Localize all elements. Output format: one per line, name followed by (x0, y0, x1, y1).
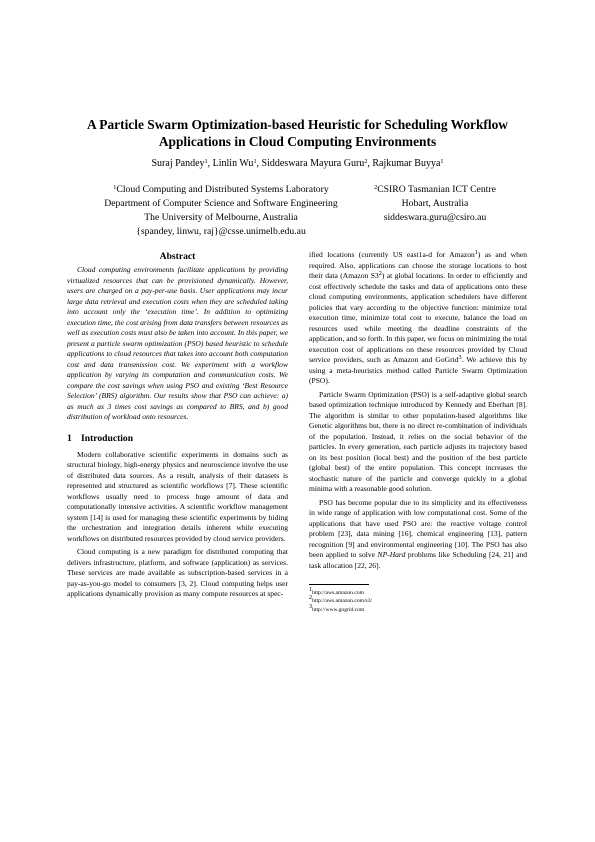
affiliation-line: $^1$Cloud Computing and Distributed Systems Laboratory (113, 184, 329, 195)
author-name: Linlin Wu (212, 158, 254, 169)
right-column (309, 250, 527, 614)
author-separator: , (207, 158, 213, 169)
affiliation-csiro (360, 183, 510, 225)
footnote: $^3$http://www.gogrid.com (309, 602, 365, 613)
affiliation-line: The University of Melbourne, Australia (144, 212, 298, 223)
footnote-ref: 3 (458, 354, 462, 361)
left-column (67, 250, 288, 600)
author-name: Rajkumar Buyya (372, 158, 441, 169)
author-name: Suraj Pandey (151, 158, 205, 169)
author-mark: 1 (253, 158, 257, 165)
abstract-text: Cloud computing environments facilitate applications by providing virtualized resources that can be provisioned dynamically. However, users are charged on a pay-per-use basis. User applications may incur large data retrieval and execution costs when they are scheduled taking into account only the ‘execution time’. In addition to optimizing execution time, the cost arising from data transfers between resources as well as execution costs must also be taken into account. In this paper, we present a particle swarm optimization (PSO) based heuristic to schedule applications to cloud resources that takes into account both computation cost and data transmission cost. We experiment with a workflow application by varying its computation and communication costs. We compare the cost savings when using PSO and existing ‘Best Resource Selection’ (BRS) algorithm. Our results show that PSO can achieve: a) as much as 3 times cost savings as compared to BRS, and b) good distribution of workload onto resources. (67, 265, 288, 421)
author-name: Siddeswara Mayura Guru (261, 158, 365, 169)
footnote-ref: 2 (378, 270, 382, 277)
section-title: Introduction (81, 432, 134, 444)
author-mark: 2 (364, 158, 368, 165)
author-separator: , (256, 158, 262, 169)
affiliation-email: siddeswara.guru@csiro.au (383, 212, 487, 223)
affiliation-mark: 2 (374, 184, 378, 191)
footnote: $^1$http://aws.amazon.com (309, 586, 364, 596)
footnote-ref: 1 (474, 249, 478, 256)
body-paragraph: Particle Swarm Optimization (PSO) is a self-adaptive global search based optimization technique introduced by Kennedy and Eberhart [8]. The algorithm is similar to other population-based algorithms like Genetic algorithms but, there is no direct re-combination of individuals of the population. Instead, it relies on the social behavior of the particles. In every generation, each particle adjusts its trajectory based on its best position (local best) and the position of the best particle (global best) of the entire population. This concept increases the stochastic nature of the particle and converge quickly to a global minima with a reasonable good solution. (309, 389, 527, 493)
author-mark: 1 (204, 158, 208, 165)
body-paragraph: ified locations (currently US east1a-d for Amazon$^1$) as and when required. Also, applications can choose the storage locations to host their data (Amazon $S3^2$) at global locations. In order to efficiently and cost effectively schedule the tasks and data of applications onto these cloud computing environments, application schedulers have different policies that vary according to the objective function: minimize total execution time, minimize total cost to execute, balance the load on resources used while meeting the deadline constraints of the application, and so forth. In this paper, we focus on minimizing the total execution cost of applications on these resources provided by Cloud service providers, such as Amazon and GoGrid$^3$. We achieve this by using a meta-heuristics method called Particle Swarm Optimization (PSO). (309, 249, 527, 385)
section-number: 1 (67, 432, 72, 444)
author-mark: 1 (440, 158, 444, 165)
body-paragraph: Cloud computing is a new paradigm for distributed computing that delivers infrastructure, platform, and software (application) as services. These services are made available as subscription-based services in a pay-as-you-go model to consumers [3, 2]. Cloud computing helps user applications dynamically provision as many compute resources at spec- (67, 547, 288, 598)
affiliation-melbourne (75, 183, 367, 239)
affiliation-line: Hobart, Australia (401, 198, 469, 209)
author-separator: , (367, 158, 373, 169)
footnote: $^2$http://aws.amazon.com/s3/ (309, 594, 373, 605)
section-heading (67, 432, 288, 445)
body-paragraph: Modern collaborative scientific experiments in domains such as structural biology, high-energy physics and neuroscience involve the use of distributed data sources. As a result, analysis of their datasets is represented and structured as scientific workflows [7]. These scientific workflows usually need to process huge amount of data and computationally intensive activities. A scientific workflow management system [14] is used for managing these scientific experiments by hiding the orchestration and integration details inherent while executing workflows on distributed resources provided by cloud service providers. (67, 449, 288, 543)
affiliation-line: Department of Computer Science and Software Engineering (104, 198, 338, 209)
affiliation-mark: 1 (113, 184, 117, 191)
affiliation-line: $^2$CSIRO Tasmanian ICT Centre (374, 184, 496, 195)
paper-title: A Particle Swarm Optimization-based Heuristic for Scheduling Workflow Applications in Cloud Computing Environments (87, 117, 508, 149)
footnote-rule (309, 584, 369, 585)
body-paragraph: PSO has become popular due to its simplicity and its effectiveness in wide range of application with low computational cost. Some of the applications that have used PSO are: the reactive voltage control problem [23], data mining [16], chemical engineering [13], pattern recognition [9] and environmental engineering [10]. The PSO has also been applied to solve NP-Hard problems like Scheduling [24, 21] and task allocation [22, 26]. (309, 497, 527, 570)
emphasis: NP-Hard (377, 550, 406, 559)
author-list (60, 157, 535, 170)
abstract-heading: Abstract (159, 251, 196, 262)
footnotes (309, 584, 527, 614)
affiliation-email: {spandey, linwu, raj}@csse.unimelb.edu.au (136, 226, 306, 237)
